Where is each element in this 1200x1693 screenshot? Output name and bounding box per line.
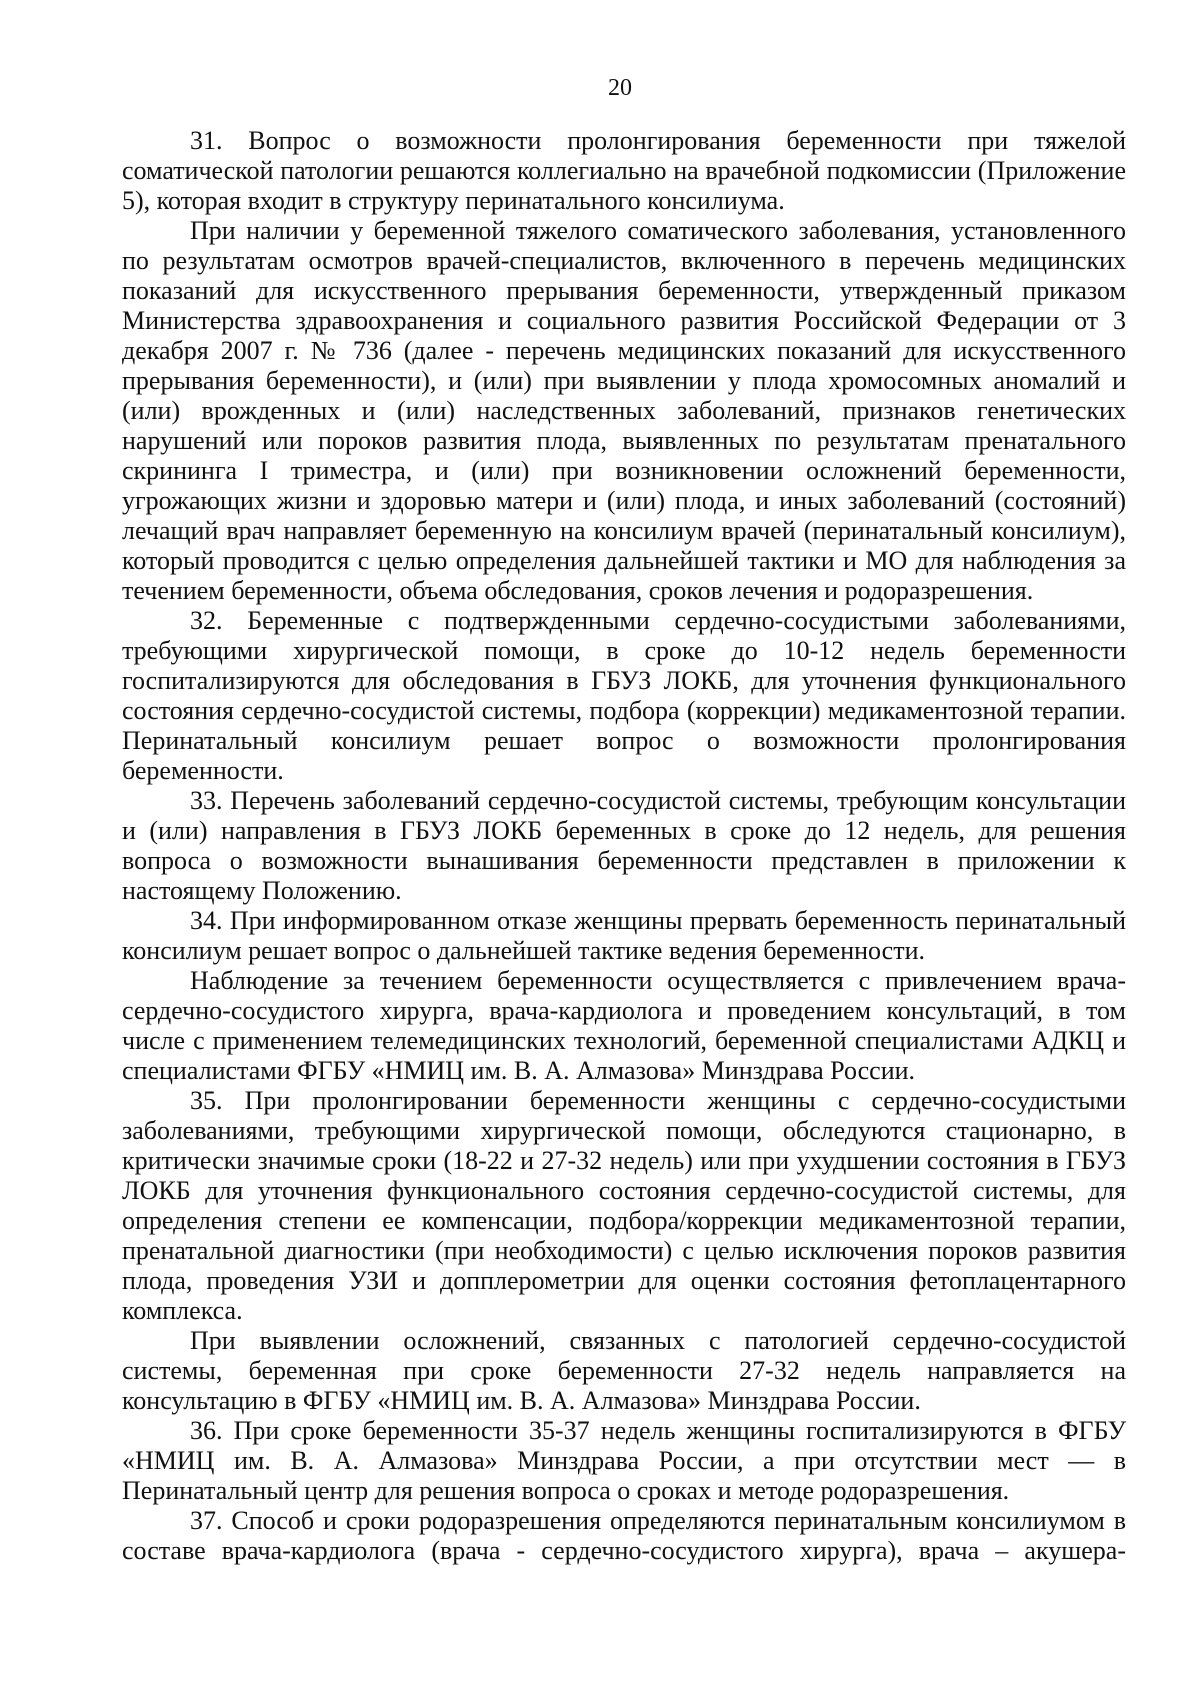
page-number: 20 bbox=[608, 75, 632, 101]
paragraph-observation: Наблюдение за течением беременности осуществляется с привлечением врача-сердечно-сосудистого хирурга, врача-кардиолога и проведением консультаций, в том числе с применением телемедицинских технологий, беременной специалистами АДКЦ и специалистами ФГБУ «НМИЦ им. В. А. Алмазова» Минздрава России. bbox=[122, 966, 1126, 1085]
paragraph-somatic-conditions: При наличии у беременной тяжелого соматического заболевания, установленного по результатам осмотров врачей-специалистов, включенного в перечень медицинских показаний для искусственного прерывания беременности, утвержденный приказом Министерства здравоохранения и социального развития Российской Федерации от 3 декабря 2007 г. № 736 (далее - перечень медицинских показаний для искусственного прерывания беременности), и (или) при выявлении у плода хромосомных аномалий и (или) врожденных и (или) наследственных заболеваний, признаков генетических нарушений или пороков развития плода, выявленных по результатам пренатального скрининга I триместра, и (или) при возникновении осложнений беременности, угрожающих жизни и здоровью матери и (или) плода, и иных заболеваний (состояний) лечащий врач направляет беременную на консилиум врачей (перинатальный консилиум), который проводится с целью определения дальнейшей тактики и МО для наблюдения за течением беременности, объема обследования, сроков лечения и родоразрешения. bbox=[122, 216, 1126, 605]
paragraph-31: 31. Вопрос о возможности пролонгирования беременности при тяжелой соматической патологии решаются коллегиально на врачебной подкомиссии (Приложение 5), которая входит в структуру перинатального консилиума. bbox=[122, 126, 1126, 215]
paragraph-33: 33. Перечень заболеваний сердечно-сосудистой системы, требующим консультации и (или) направления в ГБУЗ ЛОКБ беременных в сроке до 12 недель, для решения вопроса о возможности вынашивания беременности представлен в приложении к настоящему Положению. bbox=[122, 786, 1126, 905]
paragraph-32: 32. Беременные с подтвержденными сердечно-сосудистыми заболеваниями, требующими хирургической помощи, в сроке до 10-12 недель беременности госпитализируются для обследования в ГБУЗ ЛОКБ, для уточнения функционального состояния сердечно-сосудистой системы, подбора (коррекции) медикаментозной терапии. Перинатальный консилиум решает вопрос о возможности пролонгирования беременности. bbox=[122, 606, 1126, 785]
paragraph-34: 34. При информированном отказе женщины прервать беременность перинатальный консилиум решает вопрос о дальнейшей тактике ведения беременности. bbox=[122, 906, 1126, 965]
paragraph-complications: При выявлении осложнений, связанных с патологией сердечно-сосудистой системы, беременная при сроке беременности 27-32 недель направляется на консультацию в ФГБУ «НМИЦ им. В. А. Алмазова» Минздрава России. bbox=[122, 1326, 1126, 1415]
paragraph-37: 37. Способ и сроки родоразрешения определяются перинатальным консилиумом в составе врача-кардиолога (врача - сердечно-сосудистого хирурга), врача – акушера- bbox=[122, 1506, 1126, 1565]
document-body bbox=[122, 126, 1126, 1566]
paragraph-36: 36. При сроке беременности 35-37 недель женщины госпитализируются в ФГБУ «НМИЦ им. В. А. Алмазова» Минздрава России, а при отсутствии мест — в Перинатальный центр для решения вопроса о сроках и методе родоразрешения. bbox=[122, 1416, 1126, 1505]
paragraph-35: 35. При пролонгировании беременности женщины с сердечно-сосудистыми заболеваниями, требующими хирургической помощи, обследуются стационарно, в критически значимые сроки (18-22 и 27-32 недель) или при ухудшении состояния в ГБУЗ ЛОКБ для уточнения функционального состояния сердечно-сосудистой системы, для определения степени ее компенсации, подбора/коррекции медикаментозной терапии, пренатальной диагностики (при необходимости) с целью исключения пороков развития плода, проведения УЗИ и допплерометрии для оценки состояния фетоплацентарного комплекса. bbox=[122, 1086, 1126, 1325]
